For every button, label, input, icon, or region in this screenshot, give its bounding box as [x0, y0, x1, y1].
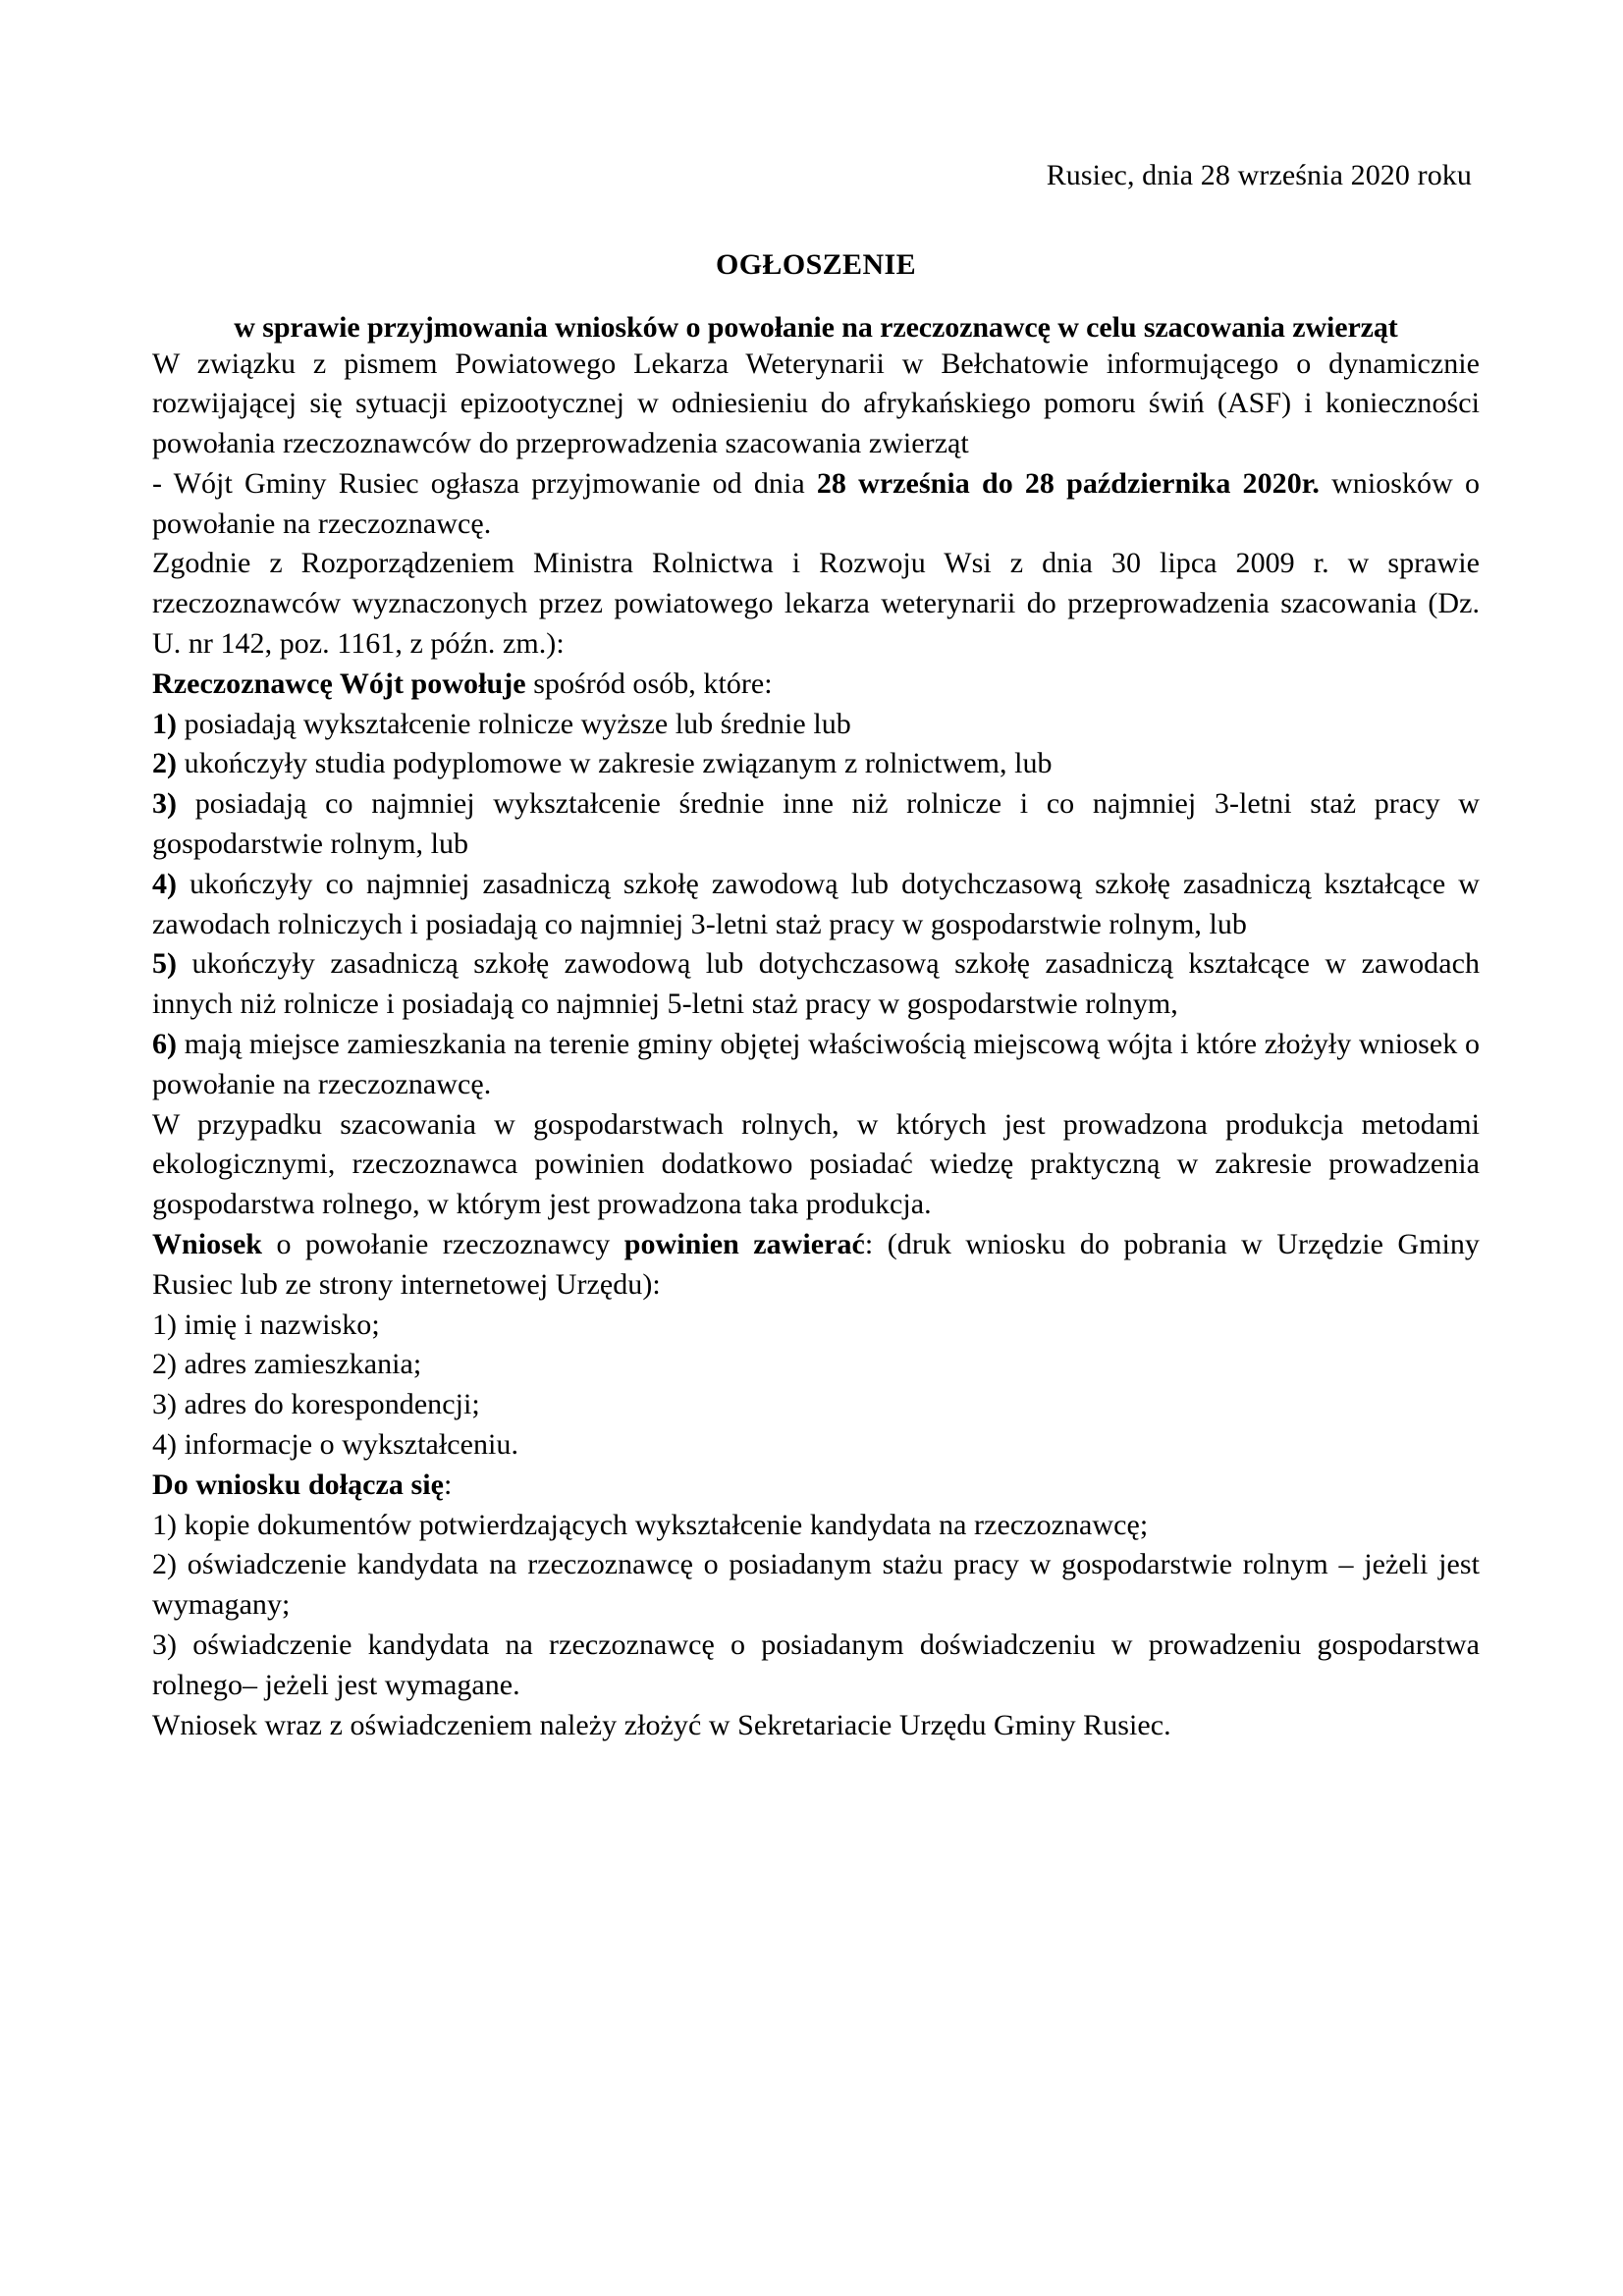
- criteria-item: [152, 865, 1480, 945]
- attachments-lead-bold: Do wniosku dołącza się: [152, 1468, 444, 1501]
- application-lead: [152, 1225, 1480, 1306]
- application-item: 2) adres zamieszkania;: [152, 1348, 422, 1381]
- application-lead-bold-2: powinien zawierać: [623, 1228, 865, 1261]
- application-item: 1) imię i nazwisko;: [152, 1308, 380, 1341]
- attachments-lead: [152, 1466, 1480, 1506]
- appointment-lead-bold: Rzeczoznawcę Wójt powołuje: [152, 667, 526, 700]
- criteria-text: posiadają wykształcenie rolnicze wyższe lub średnie lub: [177, 707, 851, 740]
- application-item: 4) informacje o wykształceniu.: [152, 1428, 519, 1462]
- intro-paragraph: W związku z pismem Powiatowego Lekarza Weterynarii w Bełchatowie informującego o dynamicznie rozwijającej się sytuacji epizootycznej w odniesieniu do afrykańskiego pomoru świń (ASF) i konieczności powołania rzeczoznawców do przeprowadzenia szacowania zwierząt: [152, 347, 1480, 460]
- criteria-marker: 2): [152, 747, 178, 780]
- attachments-item: 3) oświadczenie kandydata na rzeczoznawcę o posiadanym doświadczeniu w prowadzeniu gospodarstwa rolnego– jeżeli jest wymagane.: [152, 1629, 1480, 1701]
- application-lead-bold-1: Wniosek: [152, 1228, 263, 1261]
- criteria-text: ukończyły co najmniej zasadniczą szkołę zawodową lub dotychczasową szkołę zasadniczą kształcące w zawodach rolniczych i posiadają co najmniej 3-letni staż pracy w gospodarstwie rolnym, lub: [152, 867, 1480, 940]
- application-item: 3) adres do korespondencji;: [152, 1388, 480, 1421]
- criteria-marker: 5): [152, 947, 178, 981]
- ecological-paragraph: W przypadku szacowania w gospodarstwach rolnych, w których jest prowadzona produkcja metodami ekologicznymi, rzeczoznawca powinien dodatkowo posiadać wiedzę praktyczną w zakresie prowadzenia gospodarstwa rolnego, w którym jest prowadzona taka produkcja.: [152, 1107, 1480, 1221]
- regulation-paragraph: Zgodnie z Rozporządzeniem Ministra Rolnictwa i Rozwoju Wsi z dnia 30 lipca 2009 r. w sprawie rzeczoznawców wyznaczonych przez powiatowego lekarza weterynarii do przeprowadzenia szacowania (Dz. U. nr 142, poz. 1161, z późn. zm.):: [152, 547, 1480, 661]
- announcement-after: wniosków o powołanie na rzeczoznawcę.: [152, 466, 1481, 540]
- criteria-item: [152, 784, 1480, 865]
- announcement-paragraph: [152, 464, 1480, 545]
- criteria-marker: 1): [152, 707, 178, 740]
- criteria-marker: 4): [152, 867, 178, 900]
- criteria-item: [152, 944, 1480, 1025]
- attachments-lead-rest: :: [443, 1468, 453, 1501]
- criteria-item: [152, 705, 1480, 745]
- application-lead-rest: : (druk wniosku do pobrania w Urzędzie Gminy Rusiec lub ze strony internetowej Urzędu):: [152, 1228, 1480, 1301]
- document-body: [152, 0, 1480, 1745]
- criteria-marker: 3): [152, 787, 178, 821]
- criteria-text: ukończyły zasadniczą szkołę zawodową lub dotychczasową szkołę zasadniczą kształcące w zawodach innych niż rolnicze i posiadają co najmniej 5-letni staż pracy w gospodarstwie rolnym,: [152, 947, 1480, 1021]
- closing-line: Wniosek wraz z oświadczeniem należy złożyć w Sekretariacie Urzędu Gminy Rusiec.: [152, 1708, 1171, 1741]
- criteria-item: [152, 1025, 1480, 1105]
- criteria-text: ukończyły studia podyplomowe w zakresie związanym z rolnictwem, lub: [177, 747, 1053, 780]
- announcement-before: - Wójt Gminy Rusiec ogłasza przyjmowanie od dnia: [152, 466, 817, 500]
- appointment-lead: [152, 665, 1480, 705]
- attachments-item: 2) oświadczenie kandydata na rzeczoznawcę o posiadanym stażu pracy w gospodarstwie rolnym – jeżeli jest wymagany;: [152, 1548, 1480, 1622]
- date-line: Rusiec, dnia 28 września 2020 roku: [1046, 159, 1472, 191]
- criteria-item: [152, 744, 1480, 784]
- criteria-text: posiadają co najmniej wykształcenie średnie inne niż rolnicze i co najmniej 3-letni staż pracy w gospodarstwie rolnym, lub: [152, 787, 1480, 861]
- announcement-dates: 28 września do 28 października 2020r.: [816, 466, 1320, 500]
- attachments-item: 1) kopie dokumentów potwierdzających wykształcenie kandydata na rzeczoznawcę;: [152, 1508, 1149, 1541]
- page-subtitle: w sprawie przyjmowania wniosków o powołanie na rzeczoznawcę w celu szacowania zwierząt: [234, 310, 1398, 344]
- application-lead-mid: o powołanie rzeczoznawcy: [262, 1228, 624, 1261]
- appointment-lead-rest: spośród osób, które:: [525, 667, 773, 700]
- page-title: OGŁOSZENIE: [715, 247, 917, 281]
- criteria-text: mają miejsce zamieszkania na terenie gminy objętej właściwością miejscową wójta i które złożyły wniosek o powołanie na rzeczoznawcę.: [152, 1028, 1480, 1100]
- criteria-marker: 6): [152, 1028, 178, 1061]
